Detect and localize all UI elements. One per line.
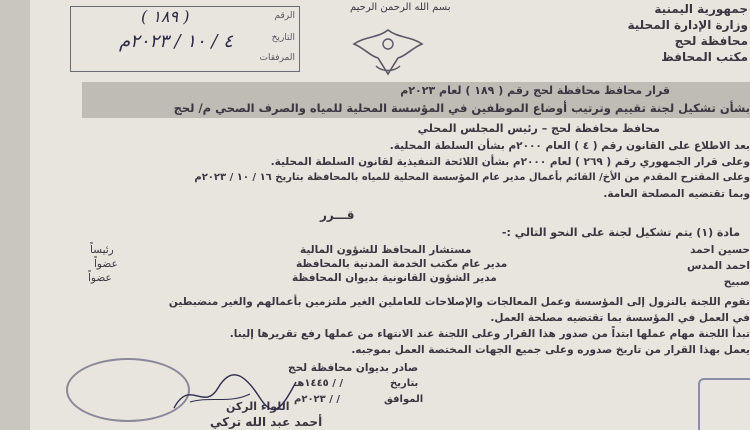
signer-rank: اللواء الركن <box>226 400 290 413</box>
greg-label: الموافق <box>384 394 424 405</box>
decision-subject: بشأن تشكيل لجنة تقييم وترتيب أوضاع الموظفين في المؤسسة المحلية للمياه والصرف الصحي م/ لحج <box>173 101 750 115</box>
issued-at: صادر بديوان محافظة لحج <box>288 362 419 374</box>
header-ministry: وزارة الإدارة المحلية <box>627 18 748 32</box>
article-2-cont: في العمل في المؤسسة بما تقتضيه مصلحة العمل. <box>490 312 750 324</box>
article-3: تبدأ اللجنة مهام عملها ابتداً من صدور هذا القرار وعلى اللجنة عند الانتهاء من عملها رفع تقريرها إلينا. <box>229 328 750 340</box>
signer-name: أحمد عبد الله تركي <box>210 415 323 429</box>
handwritten-number: ( ١٨٩ ) <box>141 7 190 26</box>
header-republic: جمهورية اليمنية <box>654 2 748 16</box>
committee-name-3: صبيح <box>723 276 750 288</box>
greg-date: / / ٢٠٢٣م <box>294 394 341 405</box>
hijri-label: بتاريخ <box>390 378 419 389</box>
committee-role-1: رئيساً <box>90 244 114 256</box>
handwritten-signature-icon <box>170 368 300 418</box>
header-governorate: محافظة لحج <box>674 34 748 48</box>
committee-role-2: عضواً <box>94 258 118 270</box>
preamble-line-1: بعد الاطلاع على القانون رقم ( ٤ ) العام ٢٠٠٠م بشأن السلطة المحلية. <box>389 140 750 152</box>
committee-title-1: مستشار المحافظ للشؤون المالية <box>300 244 472 256</box>
reference-box <box>70 6 300 72</box>
article-2: تقوم اللجنة بالنزول إلى المؤسسة وعمل المعالجات والإصلاحات للعاملين الغير ملتزمين بأعمالهم والغير منضبطين <box>168 296 750 308</box>
committee-name-2: احمد المدس <box>686 260 750 272</box>
article-4: يعمل بهذا القرار من تاريخ صدوره وعلى جميع الجهات المختصة العمل بموجبه. <box>351 344 750 356</box>
official-seal-right-icon <box>698 378 750 430</box>
committee-role-3: عضواً <box>88 272 112 284</box>
article-1: مادة (١) يتم تشكيل لجنة على النحو التالي :- <box>501 226 740 239</box>
ref-number-label: الرقم <box>274 11 295 21</box>
committee-name-1: حسين احمد <box>690 244 750 256</box>
hijri-date: / / ١٤٤٥هـ <box>294 378 344 389</box>
ref-date-label: التاريخ <box>271 33 295 43</box>
preamble-line-3: وعلى المقترح المقدم من الأخ/ القائم بأعمال مدير عام المؤسسة المحلية للمياه بالمحافظة بتاريخ ١٦ / ١٠ / ٢٠٢٣م <box>194 172 750 183</box>
header-office: مكتب المحافظ <box>661 50 748 64</box>
issuer-line: محافظ محافظة لحج – رئيس المجلس المحلي <box>417 122 660 135</box>
ref-attachments-label: المرفقات <box>259 53 295 63</box>
preamble-line-2: وعلى قرار الجمهوري رقم ( ٢٦٩ ) لعام ٢٠٠٠م بشأن اللائحة التنفيذية لقانون السلطة المحلية. <box>270 156 750 168</box>
decree-document <box>30 0 750 430</box>
preamble-line-4: وبما تقتضيه المصلحة العامة. <box>603 188 750 200</box>
committee-title-3: مدير الشؤون القانونية بديوان المحافظة <box>292 272 497 284</box>
handwritten-date: ٤ / ١٠ / ٢٠٢٣م <box>119 31 233 52</box>
committee-title-2: مدير عام مكتب الخدمة المدنية بالمحافظة <box>296 258 508 270</box>
paper-fold-shadow <box>0 0 30 430</box>
republic-emblem-icon <box>348 22 428 82</box>
basmala: بسم الله الرحمن الرحيم <box>350 2 451 13</box>
decides-heading: قـــرر <box>320 208 355 222</box>
decision-title: قرار محافظ محافظة لحج رقم ( ١٨٩ ) لعام ٢٠٢٣م <box>400 84 670 97</box>
